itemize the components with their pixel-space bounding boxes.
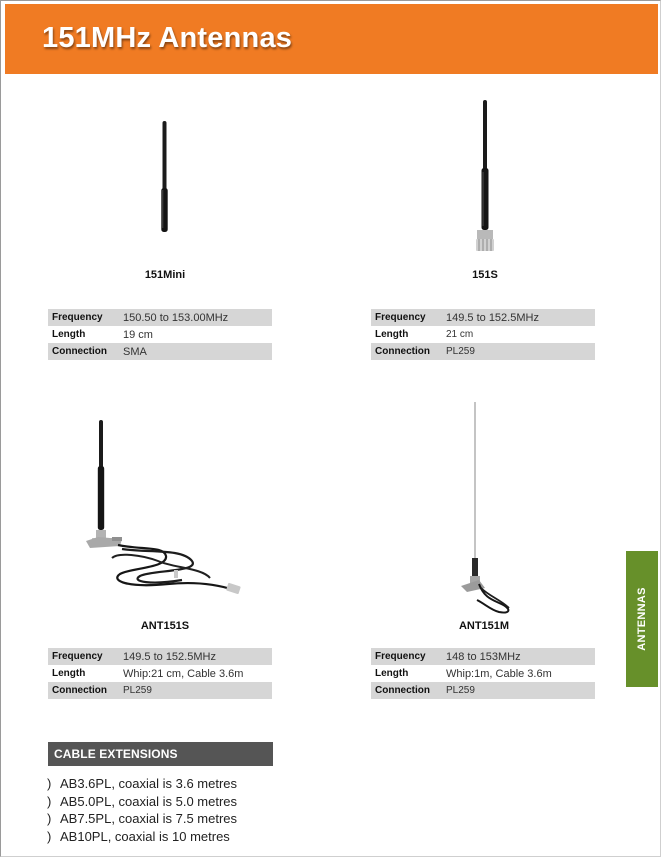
product-name: 151Mini (144, 269, 186, 281)
list-item-text: AB7.5PL, coaxial is 7.5 metres (60, 811, 238, 826)
spec-label: Frequency (371, 648, 444, 665)
spec-row-length (48, 326, 272, 343)
spec-row-frequency (48, 309, 272, 326)
spec-row-length (48, 665, 272, 682)
spec-label: Connection (48, 343, 121, 360)
spec-value: Whip:1m, Cable 3.6m (446, 667, 552, 680)
side-tab-label: ANTENNAS (636, 587, 648, 651)
spec-label: Length (52, 329, 86, 340)
spec-label: Length (375, 668, 409, 679)
spec-table-ant151m (371, 648, 595, 699)
section-side-tab (626, 551, 658, 687)
spec-value: PL259 (444, 343, 595, 360)
spec-row-frequency (371, 648, 595, 665)
spec-label: Frequency (48, 648, 121, 665)
bullet: ) (47, 811, 52, 826)
spec-value: Whip:21 cm, Cable 3.6m (123, 667, 244, 680)
spec-label: Length (375, 329, 409, 340)
spec-label: Length (52, 668, 86, 679)
spec-row-frequency (371, 309, 595, 326)
product-name: ANT151M (458, 620, 510, 632)
spec-row-connection (371, 682, 595, 699)
spec-value: PL259 (444, 682, 595, 699)
list-item (47, 776, 237, 794)
spec-value: 19 cm (123, 328, 153, 341)
product-name: 151S (472, 269, 498, 281)
spec-value: PL259 (121, 682, 272, 699)
spec-value: 150.50 to 153.00MHz (121, 309, 272, 326)
spec-row-frequency (48, 648, 272, 665)
list-item (47, 811, 237, 829)
spec-value: 149.5 to 152.5MHz (121, 648, 272, 665)
spec-value: 149.5 to 152.5MHz (444, 309, 595, 326)
list-item (47, 829, 237, 847)
antenna-ant151m-image (455, 400, 517, 620)
spec-row-length (371, 665, 595, 682)
spec-table-ant151s (48, 648, 272, 699)
spec-table-151s (371, 309, 595, 360)
list-item (47, 794, 237, 812)
spec-label: Connection (371, 343, 444, 360)
spec-label: Frequency (371, 309, 444, 326)
spec-label: Connection (48, 682, 121, 699)
list-item-text: AB10PL, coaxial is 10 metres (60, 828, 230, 844)
page-title: 151MHz Antennas (42, 22, 293, 54)
spec-value: 148 to 153MHz (444, 648, 595, 665)
spec-label: Frequency (48, 309, 121, 326)
antenna-151s-image (470, 98, 500, 256)
bullet: ) (47, 828, 52, 844)
spec-value: SMA (121, 343, 272, 360)
antenna-ant151s-image (82, 418, 247, 600)
bullet: ) (47, 793, 52, 809)
cable-extensions-heading (48, 742, 273, 766)
page-header (5, 4, 658, 74)
list-item-text: AB3.6PL, coaxial is 3.6 metres (60, 776, 238, 791)
spec-row-connection (371, 343, 595, 360)
product-name: ANT151S (140, 620, 190, 632)
cable-extensions-list (47, 776, 237, 846)
spec-row-length (371, 326, 595, 343)
spec-table-151mini (48, 309, 272, 360)
spec-value: 21 cm (446, 329, 474, 340)
bullet: ) (47, 776, 52, 791)
spec-row-connection (48, 682, 272, 699)
list-item-text: AB5.0PL, coaxial is 5.0 metres (60, 793, 238, 809)
antenna-151mini-image (150, 118, 180, 238)
spec-row-connection (48, 343, 272, 360)
section-heading-label: CABLE EXTENSIONS (54, 747, 178, 761)
spec-label: Connection (371, 682, 444, 699)
